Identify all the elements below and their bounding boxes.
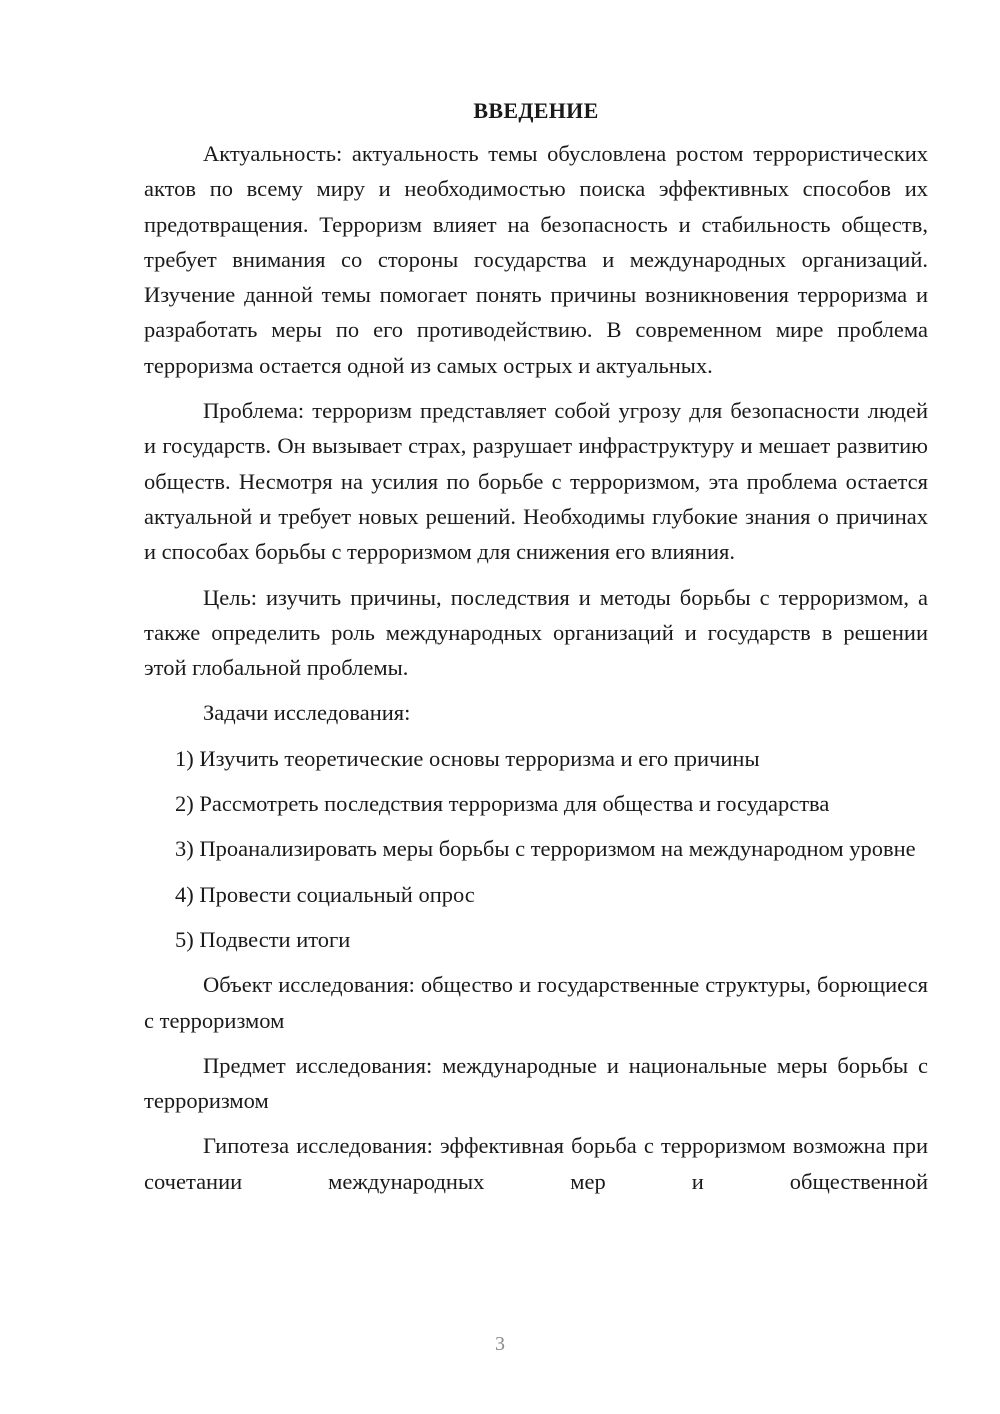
task-item-5: 5) Подвести итоги	[175, 926, 351, 952]
paragraph-hypothesis: Гипотеза исследования: эффективная борьба с терроризмом возможна при сочетании международных мер и общественной	[144, 1133, 928, 1194]
page-body	[144, 94, 928, 1209]
paragraph-goal: Цель: изучить причины, последствия и методы борьбы с терроризмом, а также определить роль международных организаций и государств в решении этой глобальной проблемы.	[144, 584, 928, 681]
section-heading: ВВЕДЕНИЕ	[473, 98, 599, 123]
tasks-intro: Задачи исследования:	[203, 700, 411, 726]
paragraph-object: Объект исследования: общество и государственные структуры, борющиеся с терроризмом	[144, 972, 928, 1033]
task-item-4: 4) Провести социальный опрос	[175, 881, 475, 907]
task-item-2: 2) Рассмотреть последствия терроризма для общества и государства	[175, 791, 830, 817]
paragraph-subject: Предмет исследования: международные и национальные меры борьбы с терроризмом	[144, 1052, 928, 1114]
paragraph-problem: Проблема: терроризм представляет собой угрозу для безопасности людей и государств. Он вызывает страх, разрушает инфраструктуру и мешает развитию обществ. Несмотря на усилия по борьбе с терроризмом, эта проблема остается актуальной и требует новых решений. Необходимы глубокие знания о причинах и способах борьбы с терроризмом для снижения его влияния.	[144, 398, 928, 565]
task-item-1: 1) Изучить теоретические основы терроризма и его причины	[175, 745, 760, 771]
task-item-3: 3) Проанализировать меры борьбы с терроризмом на международном уровне	[175, 836, 916, 862]
page-number: 3	[495, 1333, 505, 1355]
paragraph-relevance: Актуальность: актуальность темы обусловлена ростом террористических актов по всему миру и необходимостью поиска эффективных способов их предотвращения. Терроризм влияет на безопасность и стабильность обществ, требует внимания со стороны государства и международных организаций. Изучение данной темы помогает понять причины возникновения терроризма и разработать меры по его противодействию. В современном мире проблема терроризма остается одной из самых острых и актуальных.	[144, 141, 928, 378]
